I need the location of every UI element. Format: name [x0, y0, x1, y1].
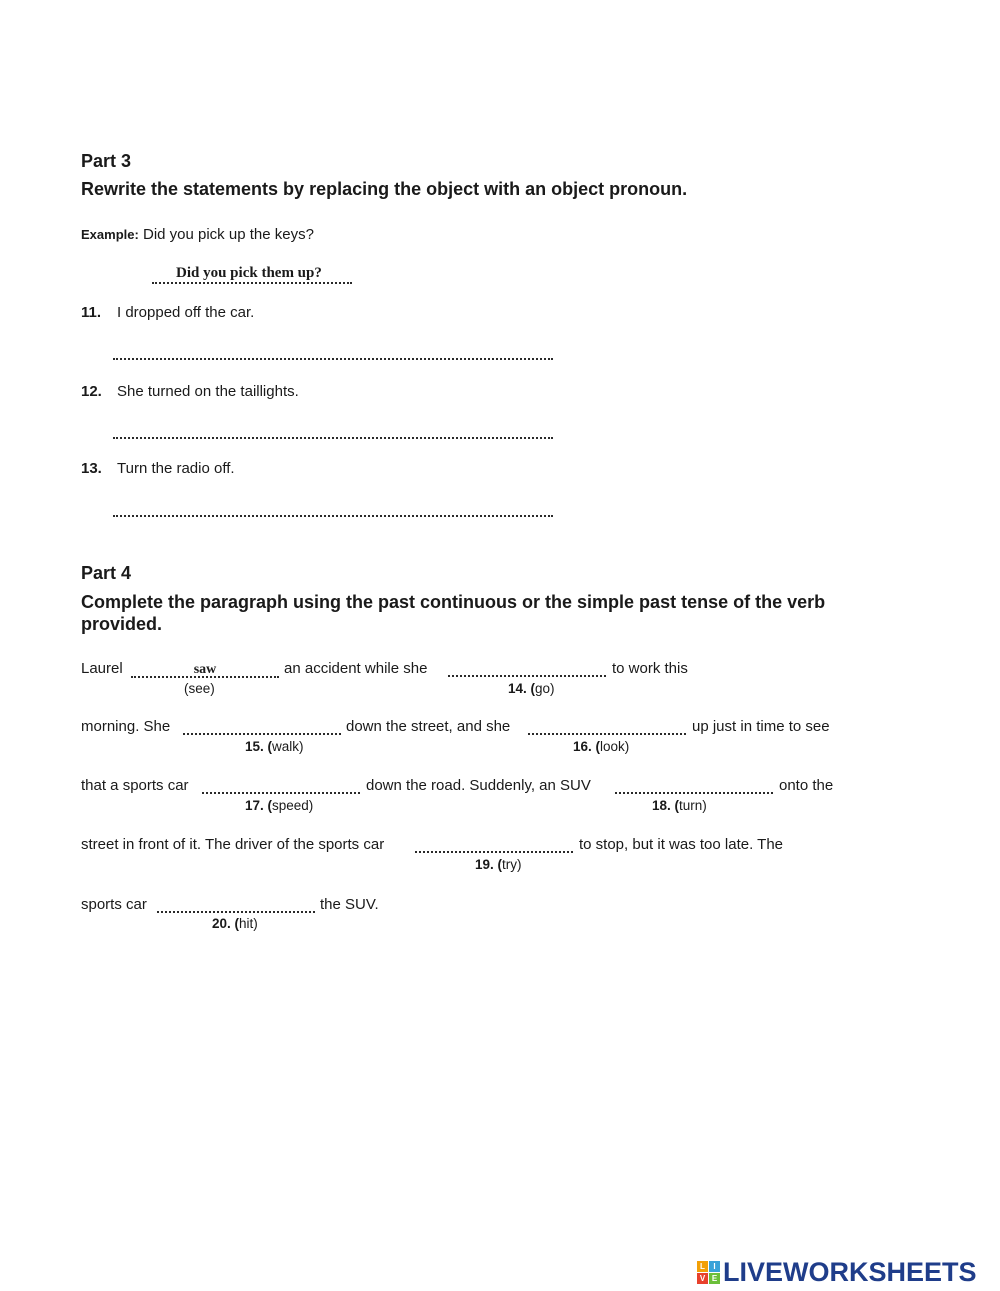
logo-block-v: V: [697, 1273, 708, 1284]
verb-hint-18: 18. (turn): [652, 798, 707, 813]
verb-hint-16: 16. (look): [573, 739, 630, 754]
question-text: She turned on the taillights.: [117, 383, 299, 400]
answer-input-17[interactable]: [202, 778, 360, 794]
example-blank-see: saw: [131, 660, 279, 678]
paragraph-text: the SUV.: [320, 896, 379, 913]
answer-input-19[interactable]: [415, 837, 573, 853]
answer-input-15[interactable]: [183, 719, 341, 735]
example-answer: Did you pick them up?: [152, 264, 352, 284]
question-number: 13.: [81, 460, 102, 477]
question-12: [81, 383, 299, 400]
paragraph-text: down the street, and she: [346, 718, 511, 735]
question-number: 12.: [81, 383, 102, 400]
logo-blocks-icon: [697, 1261, 720, 1284]
paragraph-text: onto the: [779, 777, 834, 794]
answer-input-11[interactable]: [113, 344, 553, 360]
paragraph-text: down the road. Suddenly, an SUV: [366, 777, 591, 794]
question-text: Turn the radio off.: [117, 460, 235, 477]
paragraph-text: up just in time to see: [692, 718, 830, 735]
answer-input-20[interactable]: [157, 897, 315, 913]
question-text: I dropped off the car.: [117, 304, 255, 321]
paragraph-text: morning. She: [81, 718, 171, 735]
paragraph-text: to stop, but it was too late. The: [579, 836, 784, 853]
logo-block-i: I: [709, 1261, 720, 1272]
paragraph-text: street in front of it. The driver of the sports car: [81, 836, 385, 853]
answer-input-16[interactable]: [528, 719, 686, 735]
answer-input-14[interactable]: [448, 661, 606, 677]
paragraph-text: sports car: [81, 896, 147, 913]
paragraph-text: to work this: [612, 660, 688, 677]
part4-instruction-line1: Complete the paragraph using the past continuous or the simple past tense of the verb: [81, 592, 826, 612]
part3-instruction: Rewrite the statements by replacing the object with an object pronoun.: [81, 179, 688, 199]
verb-hint-see: (see): [184, 681, 215, 696]
verb-hint-20: 20. (hit): [212, 916, 258, 931]
verb-hint-14: 14. (go): [508, 681, 555, 696]
example-row: [81, 226, 314, 243]
paragraph-text: an accident while she: [284, 660, 428, 677]
question-13: [81, 460, 235, 477]
part3-heading: Part 3: [81, 151, 132, 171]
verb-hint-15: 15. (walk): [245, 739, 304, 754]
logo-text: LIVEWORKSHEETS: [723, 1257, 977, 1287]
liveworksheets-logo: [697, 1257, 977, 1288]
question-11: [81, 304, 254, 321]
answer-input-18[interactable]: [615, 778, 773, 794]
question-number: 11.: [81, 304, 102, 321]
answer-input-13[interactable]: [113, 501, 553, 517]
part4-heading: Part 4: [81, 563, 132, 583]
example-text: Did you pick up the keys?: [142, 226, 314, 243]
verb-hint-19: 19. (try): [475, 857, 522, 872]
logo-block-l: L: [697, 1261, 708, 1272]
verb-hint-17: 17. (speed): [245, 798, 314, 813]
paragraph-text: that a sports car: [81, 777, 189, 794]
logo-block-e: E: [709, 1273, 720, 1284]
example-label: Example:: [81, 227, 139, 242]
answer-input-12[interactable]: [113, 423, 553, 439]
paragraph-text: Laurel: [81, 660, 123, 677]
part4-instruction-line2: provided.: [81, 614, 163, 634]
